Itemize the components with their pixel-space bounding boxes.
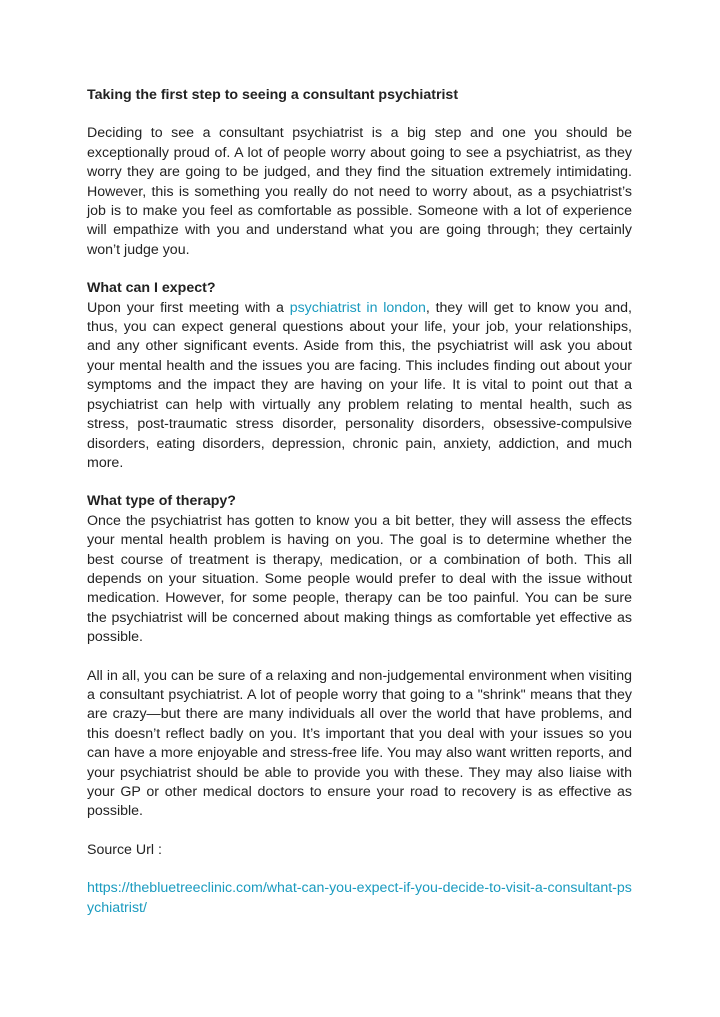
psychiatrist-london-link[interactable]: psychiatrist in london (289, 299, 426, 316)
expect-paragraph (87, 299, 632, 474)
conclusion-paragraph: All in all, you can be sure of a relaxing and non-judgemental environment when visiting a consultant psychiatrist. A lot of people worry that going to a "shrink" means that they are crazy—but there are many individuals all over the world that have problems, and this doesn’t reflect badly on you. It’s important that you deal with your issues so you can have a more enjoyable and stress-free life. You may also want written reports, and your psychiatrist should be able to provide you with these. They may also liaise with your GP or other medical doctors to ensure your road to recovery is as effective as possible. (87, 667, 632, 820)
source-url-label: Source Url : (87, 841, 162, 858)
expect-text-before-link: Upon your first meeting with a (87, 299, 290, 316)
document-title: Taking the first step to seeing a consultant psychiatrist (87, 87, 459, 103)
intro-paragraph: Deciding to see a consultant psychiatrist is a big step and one you should be exceptionally proud of. A lot of people worry about going to see a psychiatrist, as they worry they are going to be judged, and they find the situation extremely intimidating. However, this is something you really do not need to worry about, as a psychiatrist’s job is to make you feel as comfortable as possible. Someone with a lot of experience will empathize with you and understand what you are going through; they certainly won’t judge you. (87, 125, 632, 258)
document-page (87, 86, 632, 918)
expect-text-after-link: , they will get to know you and, thus, you can expect general questions about your life, your job, your relationships, and any other significant events. Aside from this, the psychiatrist will ask you about your mental health and the issues you are facing. This includes finding out about your symptoms and the impact they are having on your life. It is vital to point out that a psychiatrist can help with virtually any problem relating to mental health, such as stress, post-traumatic stress disorder, personality disorders, obsessive-compulsive disorders, eating disorders, depression, chronic pain, anxiety, addiction, and much more. (87, 299, 632, 471)
section-heading-therapy: What type of therapy? (87, 493, 236, 510)
section-heading-expect: What can I expect? (87, 280, 216, 297)
therapy-paragraph: Once the psychiatrist has gotten to know you a bit better, they will assess the effects your mental health problem is having on you. The goal is to determine whether the best course of treatment is therapy, medication, or a combination of both. This all depends on your situation. Some people would prefer to deal with the issue without medication. However, for some people, therapy can be too painful. You can be sure the psychiatrist will be concerned about making things as comfortable yet effective as possible. (87, 512, 632, 646)
source-url-link[interactable]: https://thebluetreeclinic.com/what-can-you-expect-if-you-decide-to-visit-a-consultant-psychiatrist/ (87, 880, 632, 916)
